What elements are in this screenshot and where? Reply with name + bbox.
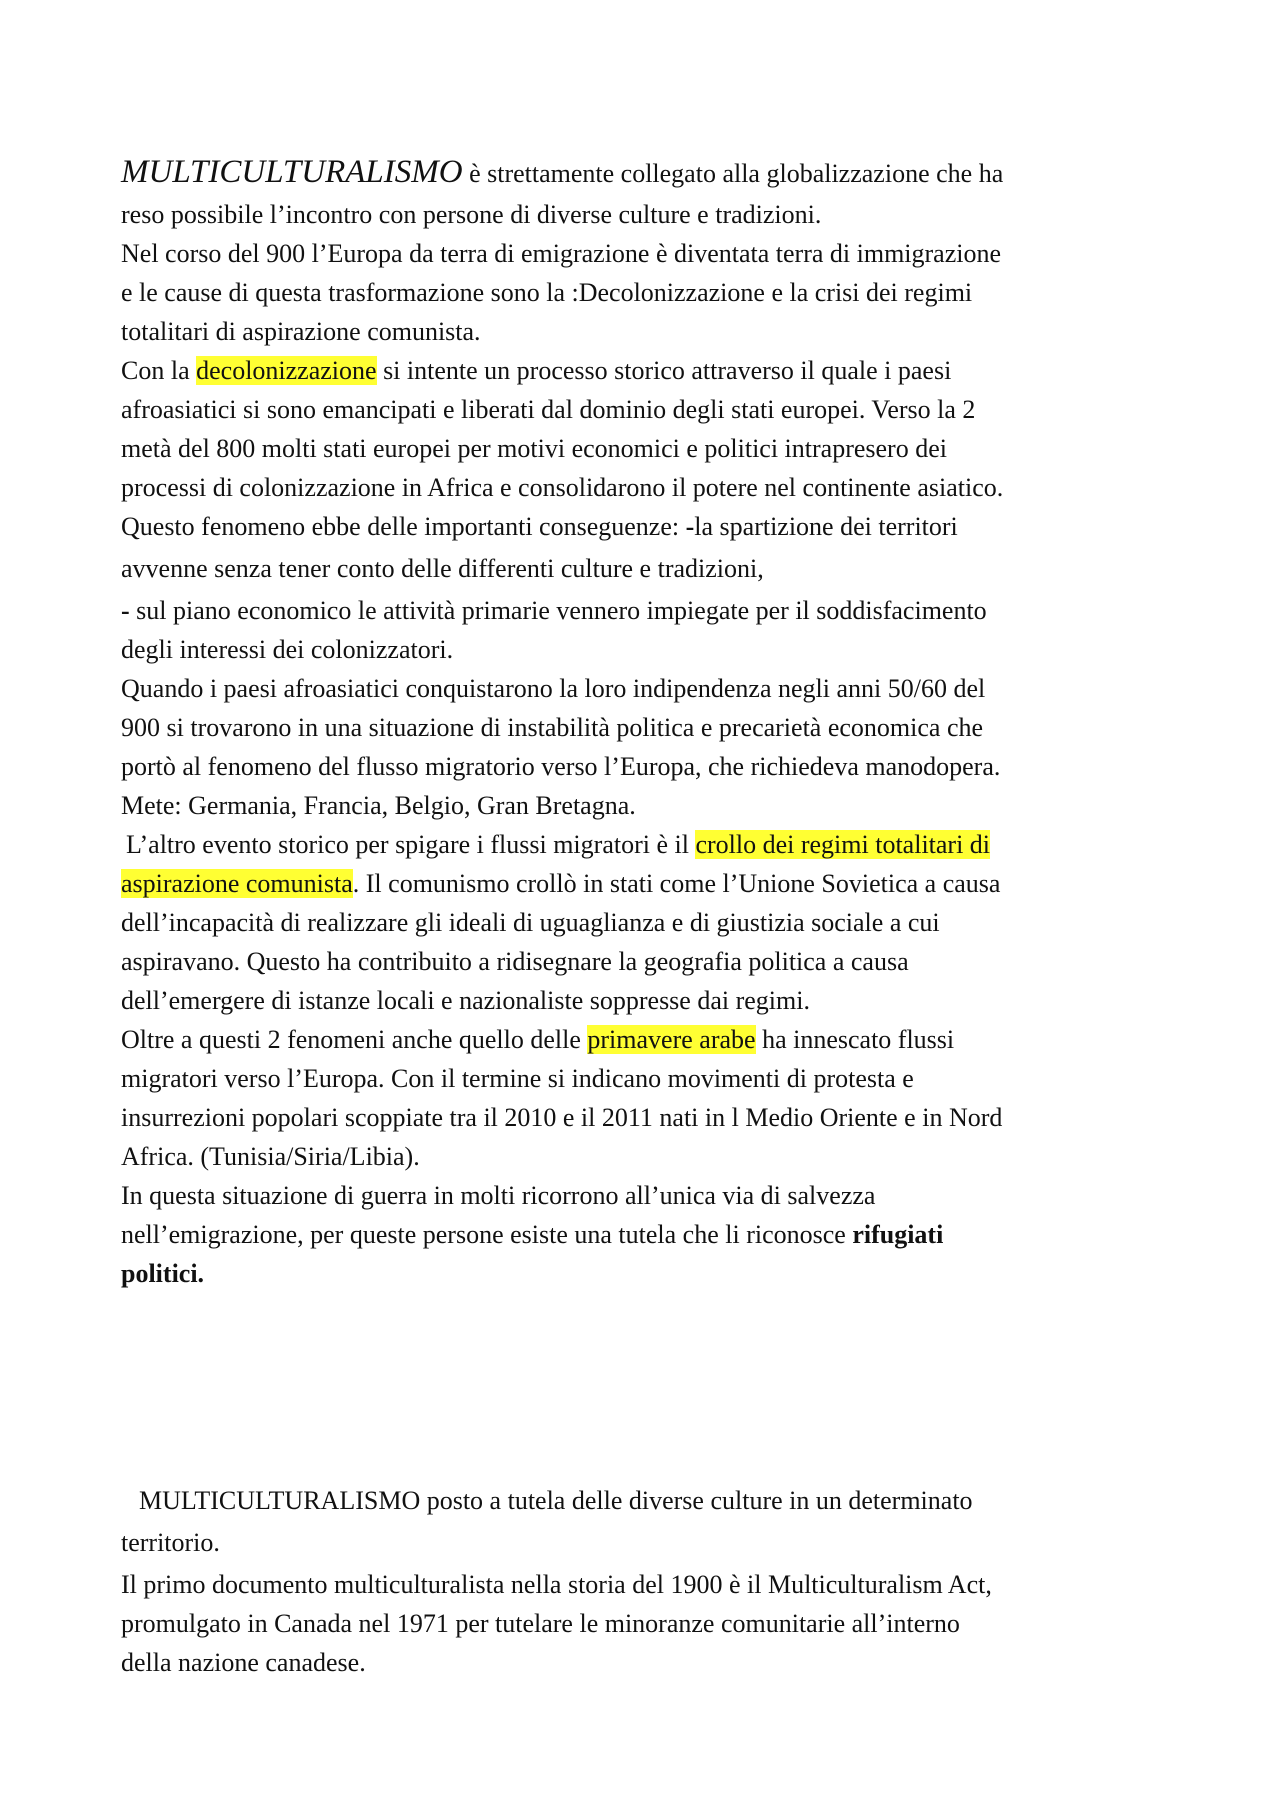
text-line: afroasiatici si sono emancipati e liberati dal dominio degli stati europei. Verso la 2 <box>121 395 976 424</box>
text-run: la spartizione dei territori <box>694 512 958 541</box>
text-line <box>121 591 1171 630</box>
text-line: della nazione canadese. <box>121 1648 366 1677</box>
term-multiculturalismo: MULTICULTURALISMO <box>121 154 463 190</box>
text-line: Mete: Germania, Francia, Belgio, Gran Bretagna. <box>121 791 636 820</box>
text-line <box>121 864 1171 903</box>
highlight-crollo-regimi: crollo dei regimi totalitari di <box>695 830 991 859</box>
highlight-primavere-arabe: primavere arabe <box>587 1025 756 1054</box>
text-line: portò al fenomeno del flusso migratorio verso l’Europa, che richiedeva manodopera. <box>121 752 1001 781</box>
text-line: Quando i paesi afroasiatici conquistarono la loro indipendenza negli anni 50/60 del <box>121 674 986 703</box>
text-run: nell’emigrazione, per queste persone esiste una tutela che li riconosce <box>121 1220 853 1249</box>
text-run: si intente un processo storico attraverso il quale i paesi <box>376 356 952 385</box>
text-line: MULTICULTURALISMO posto a tutela delle diverse culture in un determinato <box>139 1486 973 1515</box>
text-line: migratori verso l’Europa. Con il termine si indicano movimenti di protesta e <box>121 1064 914 1093</box>
text-line: totalitari di aspirazione comunista. <box>121 317 481 346</box>
second-text-block <box>121 1481 1171 1682</box>
main-text-block <box>121 153 1171 1293</box>
text-line: e le cause di questa trasformazione sono la :Decolonizzazione e la crisi dei regimi <box>121 278 973 307</box>
text-run: Oltre a questi 2 fenomeni anche quello delle <box>121 1025 588 1054</box>
text-run: . Il comunismo crollò in stati come l’Unione Sovietica a causa <box>352 869 1001 898</box>
text-line: Nel corso del 900 l’Europa da terra di emigrazione è diventata terra di immigrazione <box>121 239 1002 268</box>
text-line <box>121 1020 1171 1059</box>
text-line <box>121 153 1171 195</box>
text-line <box>121 825 1171 864</box>
text-run: Questo fenomeno ebbe delle importanti conseguenze: <box>121 512 686 541</box>
text-line: Il primo documento multiculturalista nella storia del 1900 è il Multiculturalism Act, <box>121 1570 992 1599</box>
text-line: Africa. (Tunisia/Siria/Libia). <box>121 1142 420 1171</box>
highlight-decolonizzazione: decolonizzazione <box>196 356 377 385</box>
text-line: territorio. <box>121 1528 220 1557</box>
text-line: avvenne senza tener conto delle differenti culture e tradizioni, <box>121 554 764 583</box>
text-run: è strettamente collegato alla globalizzazione che ha <box>462 159 1004 188</box>
text-line: insurrezioni popolari scoppiate tra il 2010 e il 2011 nati in l Medio Oriente e in Nord <box>121 1103 1003 1132</box>
text-line: degli interessi dei colonizzatori. <box>121 635 454 664</box>
text-run: Con la <box>121 356 197 385</box>
text-run: L’altro evento storico per spigare i flussi migratori è il <box>126 830 696 859</box>
text-line <box>121 1254 1171 1293</box>
text-line: dell’incapacità di realizzare gli ideali di uguaglianza e di giustizia sociale a cui <box>121 908 940 937</box>
text-line <box>121 351 1171 390</box>
text-line: aspiravano. Questo ha contribuito a ridisegnare la geografia politica a causa <box>121 947 909 976</box>
text-line <box>121 1215 1171 1254</box>
text-line: 900 si trovarono in una situazione di instabilità politica e precarietà economica che <box>121 713 984 742</box>
text-line: dell’emergere di istanze locali e nazionaliste soppresse dai regimi. <box>121 986 810 1015</box>
bold-politici: politici. <box>121 1259 205 1288</box>
text-run: sul piano economico le attività primarie vennero impiegate per il soddisfacimento <box>129 596 987 625</box>
text-line: processi di colonizzazione in Africa e consolidarono il potere nel continente asiatico. <box>121 473 1004 502</box>
text-line: reso possibile l’incontro con persone di diverse culture e tradizioni. <box>121 200 822 229</box>
text-line: metà del 800 molti stati europei per motivi economici e politici intrapresero dei <box>121 434 947 463</box>
highlight-aspirazione-comunista: aspirazione comunista <box>121 869 353 898</box>
text-line <box>121 507 1171 549</box>
dash-bullet: - <box>685 512 695 541</box>
bold-rifugiati: rifugiati <box>852 1220 944 1249</box>
text-line: promulgato in Canada nel 1971 per tutelare le minoranze comunitarie all’interno <box>121 1609 960 1638</box>
text-line: In questa situazione di guerra in molti ricorrono all’unica via di salvezza <box>121 1181 876 1210</box>
dash-bullet: - <box>121 596 130 625</box>
text-run: ha innescato flussi <box>755 1025 955 1054</box>
